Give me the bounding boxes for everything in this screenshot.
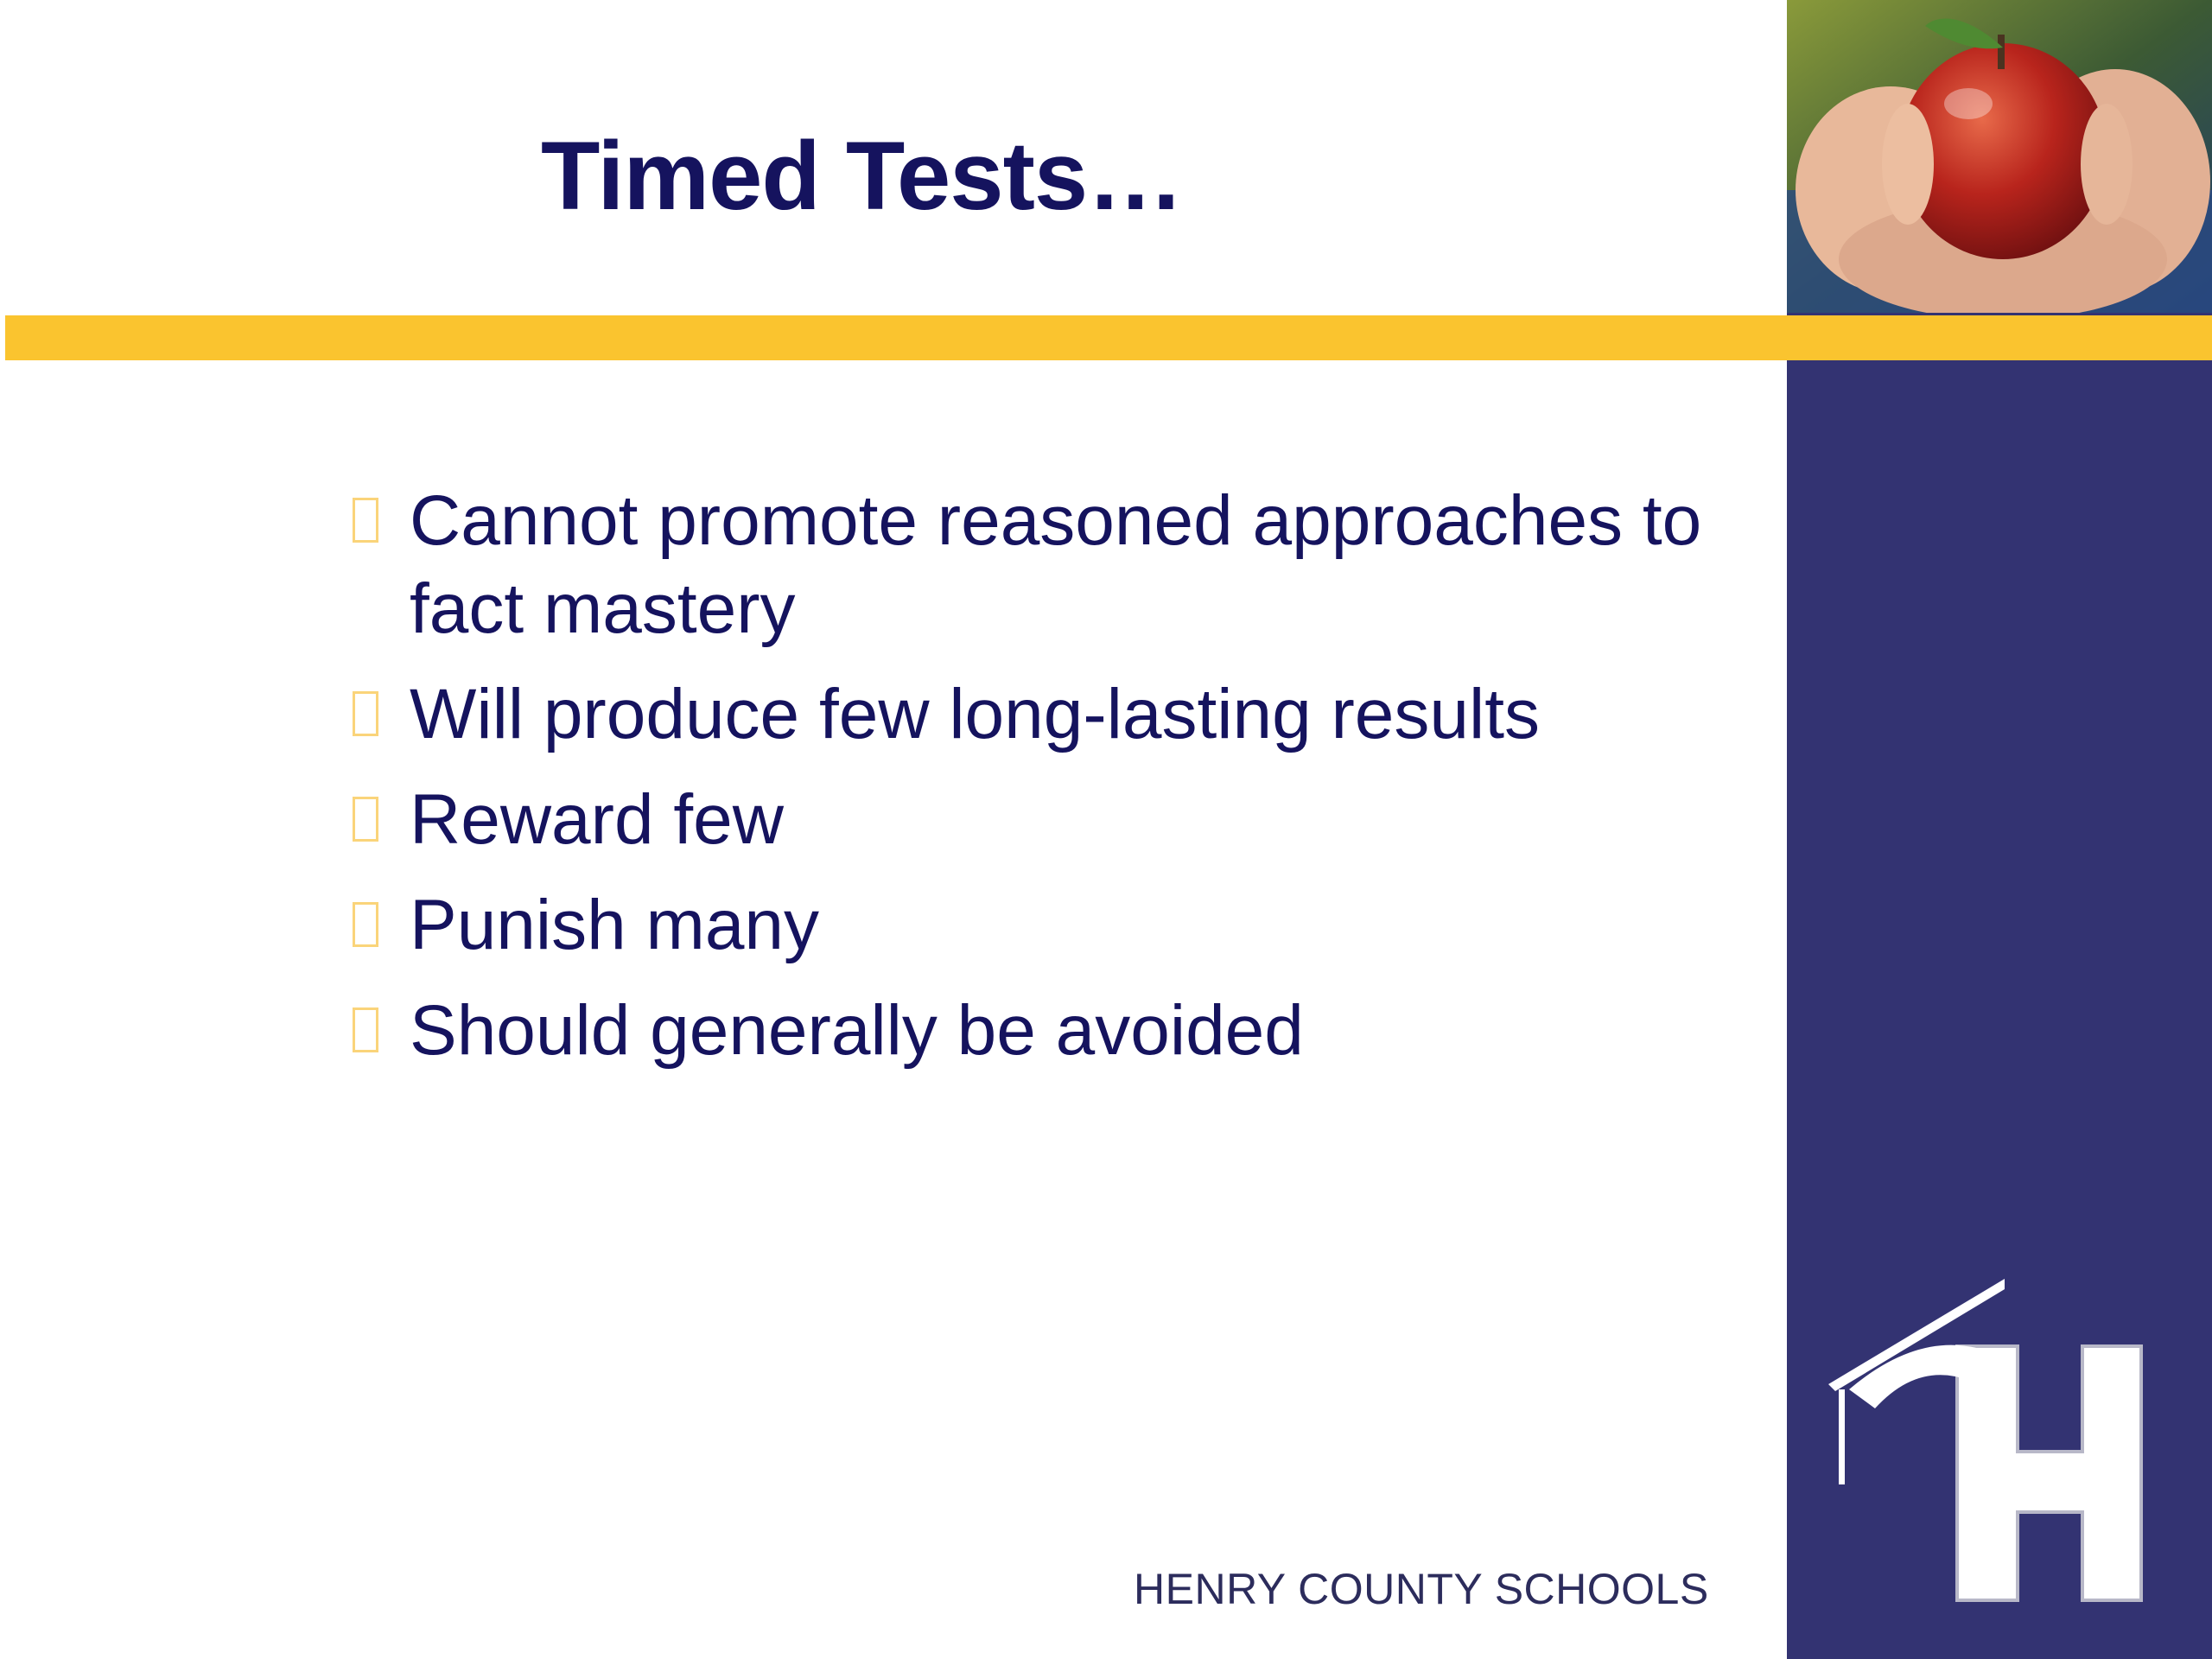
bullet-marker-icon <box>353 498 378 543</box>
bullet-marker-icon <box>353 1007 378 1052</box>
bullet-item <box>349 881 1749 969</box>
bullet-list <box>349 477 1749 1092</box>
accent-band <box>5 315 2212 360</box>
bullet-text: Cannot promote reasoned approaches to fact mastery <box>410 481 1702 648</box>
bullet-marker-icon <box>353 691 378 736</box>
bullet-text: Reward few <box>410 780 784 859</box>
bullet-marker-icon <box>353 797 378 842</box>
bullet-item <box>349 776 1749 864</box>
footer-school-name: HENRY COUNTY SCHOOLS <box>1134 1565 1709 1613</box>
bullet-item <box>349 987 1749 1075</box>
bullet-item <box>349 671 1749 759</box>
graduation-cap-logo-icon <box>1823 1279 2152 1624</box>
apple-photo <box>1787 0 2212 313</box>
bullet-marker-icon <box>353 902 378 947</box>
bullet-item <box>349 477 1749 653</box>
bullet-text: Punish many <box>410 886 820 964</box>
bullet-text: Should generally be avoided <box>410 991 1304 1070</box>
slide-title: Timed Tests… <box>541 122 1184 230</box>
bullet-text: Will produce few long-lasting results <box>410 675 1540 753</box>
